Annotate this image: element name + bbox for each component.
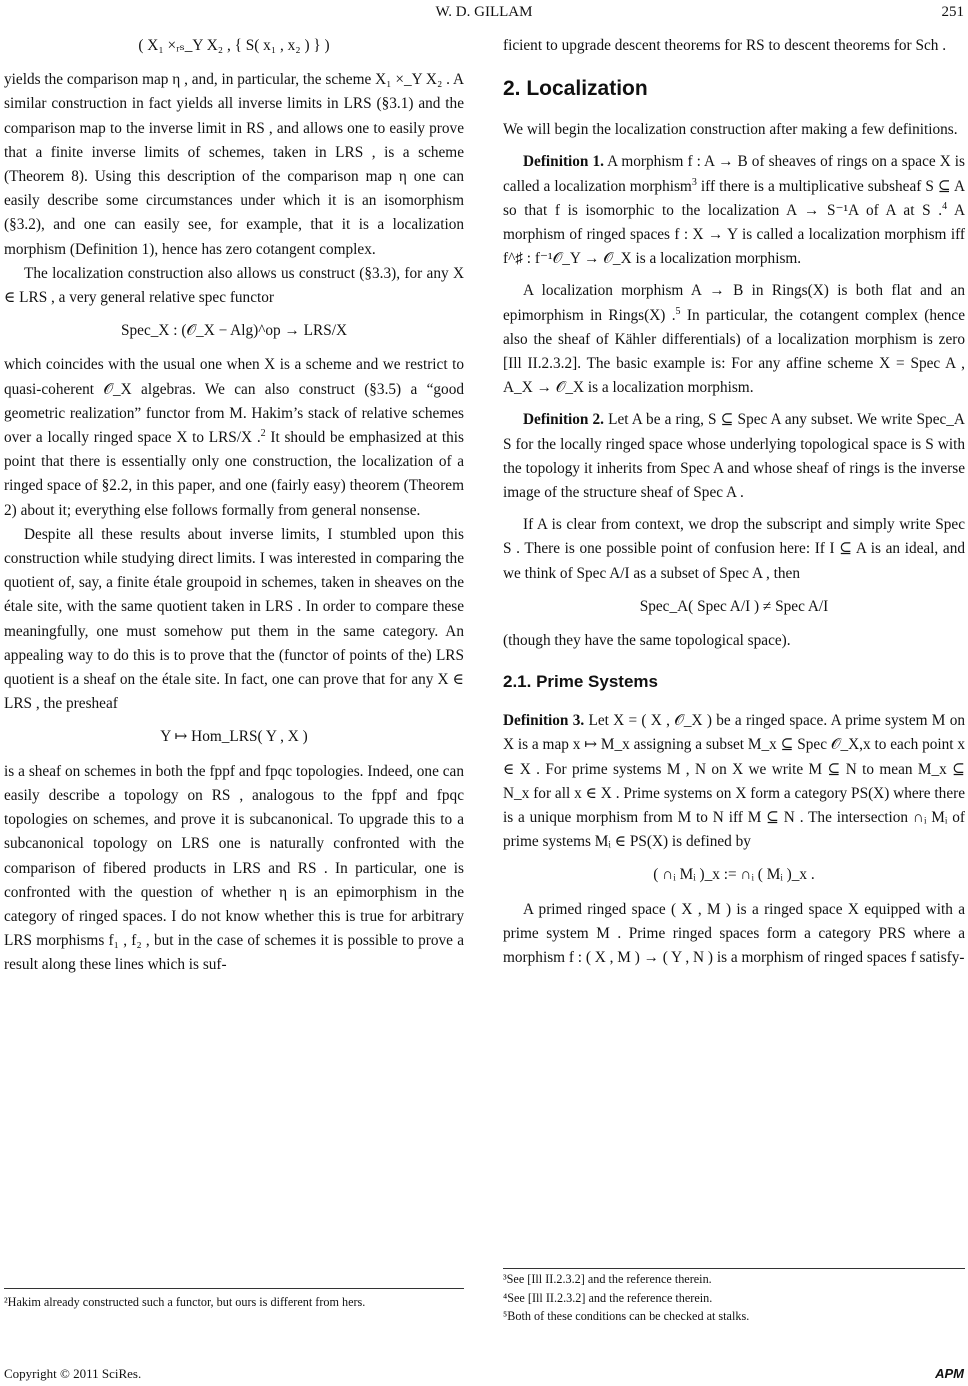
equation-fibered-product: ( X₁ ×ᵣₛ_Y X₂ , { S( x₁ , x₂ ) } ): [138, 37, 330, 54]
definition-3: Definition 3. Let X = ( X , 𝒪_X ) be a ringed space. A prime system M on X is a map x ↦ M_x assigning a subset M_x ⊆ Spec 𝒪_X,x to each point x ∈ X . For prime systems M , N on X we write M ⊆ N to mean M_x ⊆ N_x for all x ∈ X . Prime systems on X form a category PS(X) where there is a unique morphism from M to N iff M ⊆ N . The intersection ∩ᵢ Mᵢ of prime systems Mᵢ ∈ PS(X) is defined by: [503, 712, 965, 851]
equation-intersection: ( ∩ᵢ Mᵢ )_x := ∩ᵢ ( Mᵢ )_x .: [653, 866, 815, 884]
footnote-marker: 5: [675, 305, 681, 317]
paragraph: Despite all these results about inverse limits, I stumbled upon this construction while studying direct limits. I was interested in comparing the quotient of, say, a finite étale groupoid in schemes, taken in sheaves on the étale site, with the same quotient taken in LRS . In order to compare these meaningfully, one must somehow put them in the same category. An appealing way to do this is to prove that the (functor of points of the) LRS quotient is a sheaf on the étale site. In fact, one can prove that for any X ∈ LRS , the presheaf: [4, 525, 464, 713]
footnote: ²Hakim already constructed such a functor, but ours is different from hers.: [4, 1295, 366, 1309]
section-title: 2. Localization: [503, 77, 648, 101]
footnote: ⁵Both of these conditions can be checked at stalks.: [503, 1309, 750, 1323]
paragraph: is a sheaf on schemes in both the fppf and fpqc topologies. Indeed, one can easily describe a topology on RS , analogous to the fppf and fpqc topologies on schemes, and prove it is subcanonical. To upgrade this to a subcanonical topology on LRS one is naturally confronted with the comparison of fibered products in LRS and RS . In particular, one is confronted with the question of whether η is an epimorphism in the category of ringed spaces. I do not know whether this is true for arbitrary LRS morphisms f₁ , f₂ , but in the case of schemes it is possible to prove a result along these lines which is suf-: [4, 762, 464, 974]
equation-spec-inequality: Spec_A( Spec A/I ) ≠ Spec A/I: [639, 597, 829, 615]
footnote-divider: [4, 1288, 464, 1289]
definition-label: Definition 3.: [503, 712, 585, 730]
footnotes: [503, 1270, 965, 1326]
paragraph: The localization construction also allows us construct (§3.3), for any X ∈ LRS , a very general relative spec functor: [4, 264, 464, 307]
equation-presheaf: Y ↦ Hom_LRS( Y , X ): [160, 728, 308, 746]
paragraph: (though they have the same topological space).: [503, 632, 791, 650]
copyright: Copyright © 2011 SciRes.: [4, 1366, 142, 1381]
definition-1: Definition 1. A morphism f : A → B of sheaves of rings on a space X is called a localization morphism$^3$ iff there is a multiplicative subsheaf S ⊆ A so that f is isomorphic to the localization A → S⁻¹A of A at S .$^4$ A morphism of ringed spaces f : X → Y is called a localization morphism iff f^♯ : f⁻¹𝒪_Y → 𝒪_X is a localization morphism.: [503, 153, 965, 268]
paragraph: yields the comparison map η , and, in particular, the scheme X₁ ×_Y X₂ . A similar construction in fact yields all inverse limits in LRS (§3.1) and the comparison map to the inverse limit in RS , and allows one to easily prove that a finite inverse limits of schemes, taken in LRS , is a scheme (Theorem 8). Using this description of the comparison map η one can easily describe some circumstances under which it is an isomorphism (§3.2), and one can easily see, for example, that it is a localization morphism (Definition 1), hence has zero cotangent complex.: [4, 71, 464, 258]
footnote-divider: [503, 1268, 965, 1269]
right-column: [503, 34, 965, 970]
page-header: [0, 0, 968, 22]
equation-relative-spec: Spec_X : (𝒪_X − Alg)^op → LRS/X: [121, 322, 347, 340]
paragraph: which coincides with the usual one when X is a scheme and we restrict to quasi-coherent 𝒪_X algebras. We can also construct (§3.5) a “good geometric realization” functor from M. Hakim’s stack of relative schemes over a locally ringed space X to LRS/X .$^2$ It should be emphasized at this point that there is essentially only one construction, the localization of a ringed space of §2.2, in this paper, and one (fairly easy) theorem (Theorem 2) about it; everything else follows formally from general nonsense.: [4, 356, 464, 519]
paragraph: We will begin the localization construction after making a few definitions.: [503, 121, 958, 139]
footnote: ⁴See [Ill II.2.3.2] and the reference therein.: [503, 1290, 713, 1305]
page-number: 251: [941, 4, 964, 20]
paragraph: If A is clear from context, we drop the subscript and simply write Spec S . There is one possible point of confusion here: If I ⊆ A is an ideal, and we think of Spec A/I as a subset of Spec A , then: [503, 516, 965, 582]
paragraph: A primed ringed space ( X , M ) is a ringed space X equipped with a prime system M . Prime ringed spaces form a category PRS where a morphism f : ( X , M ) → ( Y , N ) is a morphism of ringed spaces f satisfy-: [503, 900, 965, 967]
footnote-marker: 4: [942, 200, 948, 212]
journal-name: APM: [935, 1366, 964, 1381]
definition-2: Definition 2. Let A be a ring, S ⊆ Spec A any subset. We write Spec_A S for the locally ringed space whose underlying topological space is S with the topology it inherits from Spec A and whose sheaf of rings is the inverse image of the structure sheaf of Spec A .: [503, 411, 965, 502]
definition-label: Definition 2.: [523, 411, 605, 429]
footnote-marker: 3: [691, 176, 697, 188]
paragraph: ficient to upgrade descent theorems for RS to descent theorems for Sch .: [503, 37, 947, 54]
footnote-marker: 2: [260, 427, 266, 439]
subsection-title: 2.1. Prime Systems: [503, 672, 658, 692]
running-title: W. D. GILLAM: [435, 4, 533, 20]
left-column: [4, 34, 464, 978]
definition-label: Definition 1.: [523, 153, 604, 171]
footnote: ³See [Ill II.2.3.2] and the reference therein.: [503, 1272, 712, 1286]
paragraph: A localization morphism A → B in Rings(X) is both flat and an epimorphism in Rings(X) .$^5$ In particular, the cotangent complex (hence also the sheaf of Kähler differentials) of a localization morphism is zero [Ill II.2.3.2]. The basic example is: For any affine scheme X = Spec A , A_X → 𝒪_X is a localization morphism.: [503, 282, 965, 397]
